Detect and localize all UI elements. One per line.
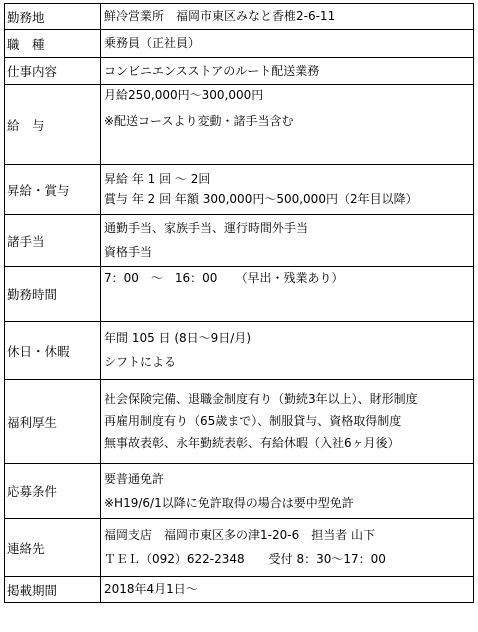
- row-value-posting-period: [101, 577, 474, 603]
- value-line: ＴＥＬ（092）622-2348 受付 8：30～17：00: [104, 552, 386, 566]
- line-spacer: [104, 236, 473, 245]
- row-label-posting-period: 掲載期間: [5, 577, 101, 603]
- table-row: [5, 464, 474, 519]
- value-line: 鮮冷営業所 福岡市東区みなと香椎2-6-11: [104, 9, 336, 23]
- value-line: コンビニエンスストアのルート配送業務: [104, 63, 320, 78]
- line-spacer: [104, 429, 473, 436]
- table-row: [5, 577, 474, 603]
- row-value-workplace: [101, 4, 474, 30]
- row-label-working-hours: 勤務時間: [5, 267, 101, 322]
- row-value-benefits: [101, 380, 474, 464]
- value-line: 2018年4月1日～: [104, 582, 198, 596]
- value-line: 再雇用制度有り（65歳まで）、制服貸与、資格取得制度: [104, 414, 402, 428]
- table-row: [5, 30, 474, 58]
- value-line: 賞与 年 2 回 年額 300,000円～500,000円（2年目以降）: [104, 192, 418, 206]
- row-value-job-type: [101, 30, 474, 58]
- table-row: [5, 380, 474, 464]
- row-label-job-type: 職 種: [5, 30, 101, 58]
- row-label-workplace: 勤務地: [5, 4, 101, 30]
- value-line: 要普通免許: [104, 471, 165, 486]
- value-line: 資格手当: [104, 245, 153, 259]
- value-line: 7：00 ～ 16：00 （早出・残業あり）: [104, 271, 344, 285]
- value-line: 福岡支店 福岡市東区多の津1-20-6 担当者 山下: [104, 528, 376, 542]
- row-label-holidays: 休日・休暇: [5, 322, 101, 380]
- table-row: [5, 519, 474, 577]
- table-row: [5, 267, 474, 322]
- value-line: 乗務員（正社員）: [104, 36, 201, 50]
- line-spacer: [104, 407, 473, 414]
- row-label-salary: 給 与: [5, 85, 101, 165]
- row-label-contact: 連絡先: [5, 519, 101, 577]
- value-line: 年間 105 日 (8日～9日/月): [104, 331, 252, 345]
- row-label-requirements: 応募条件: [5, 464, 101, 519]
- row-value-raise-bonus: [101, 165, 474, 215]
- value-line: 月給250,000円～300,000円: [104, 88, 264, 102]
- table-row: [5, 58, 474, 85]
- table-row: [5, 85, 474, 165]
- value-line: 昇給 年 1 回 ～ 2回: [104, 172, 211, 186]
- table-row: [5, 215, 474, 267]
- line-spacer: [104, 487, 473, 496]
- row-value-holidays: [101, 322, 474, 380]
- value-line: シフトによる: [104, 355, 177, 369]
- row-value-requirements: [101, 464, 474, 519]
- value-line: 社会保険完備、退職金制度有り（勤続3年以上）、財形制度: [104, 392, 418, 406]
- value-line: 通勤手当、家族手当、運行時間外手当: [104, 221, 309, 235]
- table-row: [5, 322, 474, 380]
- table-row: [5, 4, 474, 30]
- row-value-contact: [101, 519, 474, 577]
- row-label-allowances: 諸手当: [5, 215, 101, 267]
- value-line: ※配送コースより変動・諸手当含む: [104, 114, 294, 128]
- row-value-job-description: [101, 58, 474, 85]
- row-value-salary: [101, 85, 474, 165]
- row-value-working-hours: [101, 267, 474, 322]
- table-row: [5, 165, 474, 215]
- row-label-benefits: 福利厚生: [5, 380, 101, 464]
- job-info-table: [4, 3, 474, 603]
- value-line-blank: [104, 103, 473, 114]
- value-line: ※H19/6/1以降に免許取得の場合は要中型免許: [104, 495, 354, 510]
- row-label-job-description: 仕事内容: [5, 58, 101, 85]
- row-label-raise-bonus: 昇給・賞与: [5, 165, 101, 215]
- line-spacer: [104, 543, 473, 552]
- value-line: 無事故表彰、永年勤続表彰、有給休暇（入社6ヶ月後）: [104, 436, 400, 450]
- row-value-allowances: [101, 215, 474, 267]
- line-spacer: [104, 346, 473, 355]
